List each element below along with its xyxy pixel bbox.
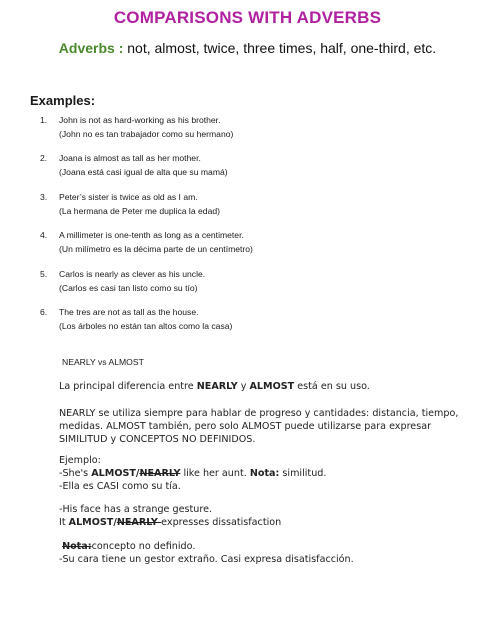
ejemplo-nota: Nota:	[249, 468, 280, 479]
example-spanish: (John no es tan trabajador como su hermano)	[59, 129, 234, 139]
intro-text: está en su uso.	[294, 381, 370, 392]
subtitle	[0, 40, 495, 56]
ejemplo-text: similitud.	[279, 468, 327, 479]
item-number: 2.	[40, 153, 48, 164]
nota-label: Nota:	[62, 541, 92, 552]
nota-example: -Su cara tiene un gestor extraño. Casi expresa disatisfacción.	[59, 554, 354, 565]
example-spanish: (Joana está casi igual de alta que su mamá)	[59, 167, 228, 178]
usage-line: medidas. ALMOST también, pero solo ALMOST puede utilizarse para expresar	[59, 421, 432, 432]
second-example-almost: ALMOST/	[68, 517, 117, 528]
item-number: 1.	[40, 115, 48, 125]
example-spanish: (Los árboles no están tan altos como la casa)	[59, 320, 233, 331]
second-example-block	[59, 503, 281, 529]
example-english: Peter’s sister is twice as old as I am.	[59, 191, 198, 202]
ejemplo-translation: -Ella es CASI como su tía.	[59, 481, 181, 492]
usage-line: NEARLY se utiliza siempre para hablar de progreso y cantidades: distancia, tiempo,	[59, 408, 459, 419]
example-spanish: (Carlos es casi tan listo como su tío)	[59, 282, 198, 293]
nota-block	[59, 540, 354, 566]
ejemplo-label: Ejemplo:	[59, 455, 101, 466]
second-example-nearly-struck: NEARLY	[116, 517, 162, 528]
intro-text: y	[237, 381, 250, 392]
ejemplo-almost: ALMOST/	[91, 468, 140, 479]
subtitle-text: not, almost, twice, three times, half, one-third, etc.	[123, 40, 437, 56]
example-english: Carlos is nearly as clever as his uncle.	[59, 268, 206, 279]
example-spanish: (La hermana de Peter me duplica la edad)	[59, 205, 220, 216]
usage-line: SIMILITUD y CONCEPTOS NO DEFINIDOS.	[59, 434, 256, 445]
second-example-line: -His face has a strange gesture.	[59, 504, 213, 515]
item-number: 5.	[40, 268, 48, 279]
second-example-text: expresses dissatisfaction	[161, 517, 282, 528]
ejemplo-text: -She's	[59, 468, 92, 479]
ejemplo-text: like her aunt.	[180, 468, 250, 479]
ejemplo-block	[59, 454, 326, 493]
item-number: 6.	[40, 306, 48, 317]
example-spanish: (Un milímetro es la décima parte de un centímetro)	[59, 244, 253, 255]
example-english: A millimeter is one-tenth as long as a centimeter.	[59, 230, 244, 241]
intro-text: La principal diferencia entre	[59, 381, 197, 392]
examples-heading: Examples:	[30, 93, 96, 108]
second-example-text: It	[59, 517, 69, 528]
intro-nearly: NEARLY	[196, 381, 238, 392]
ejemplo-nearly-struck: NEARLY	[139, 468, 181, 479]
usage-paragraph	[59, 407, 458, 446]
example-english: John is not as hard-working as his brother.	[59, 115, 221, 125]
intro-almost: ALMOST	[249, 381, 295, 392]
nota-text: concepto no definido.	[91, 541, 196, 552]
item-number: 4.	[40, 230, 48, 241]
item-number: 3.	[40, 191, 48, 202]
example-english: The tres are not as tall as the house.	[59, 306, 199, 317]
intro-paragraph	[59, 380, 370, 393]
page-title: COMPARISONS WITH ADVERBS	[113, 8, 382, 27]
subtitle-label: Adverbs :	[58, 40, 124, 56]
example-english: Joana is almost as tall as her mother.	[59, 153, 201, 164]
section-heading: NEARLY vs ALMOST	[62, 357, 144, 367]
